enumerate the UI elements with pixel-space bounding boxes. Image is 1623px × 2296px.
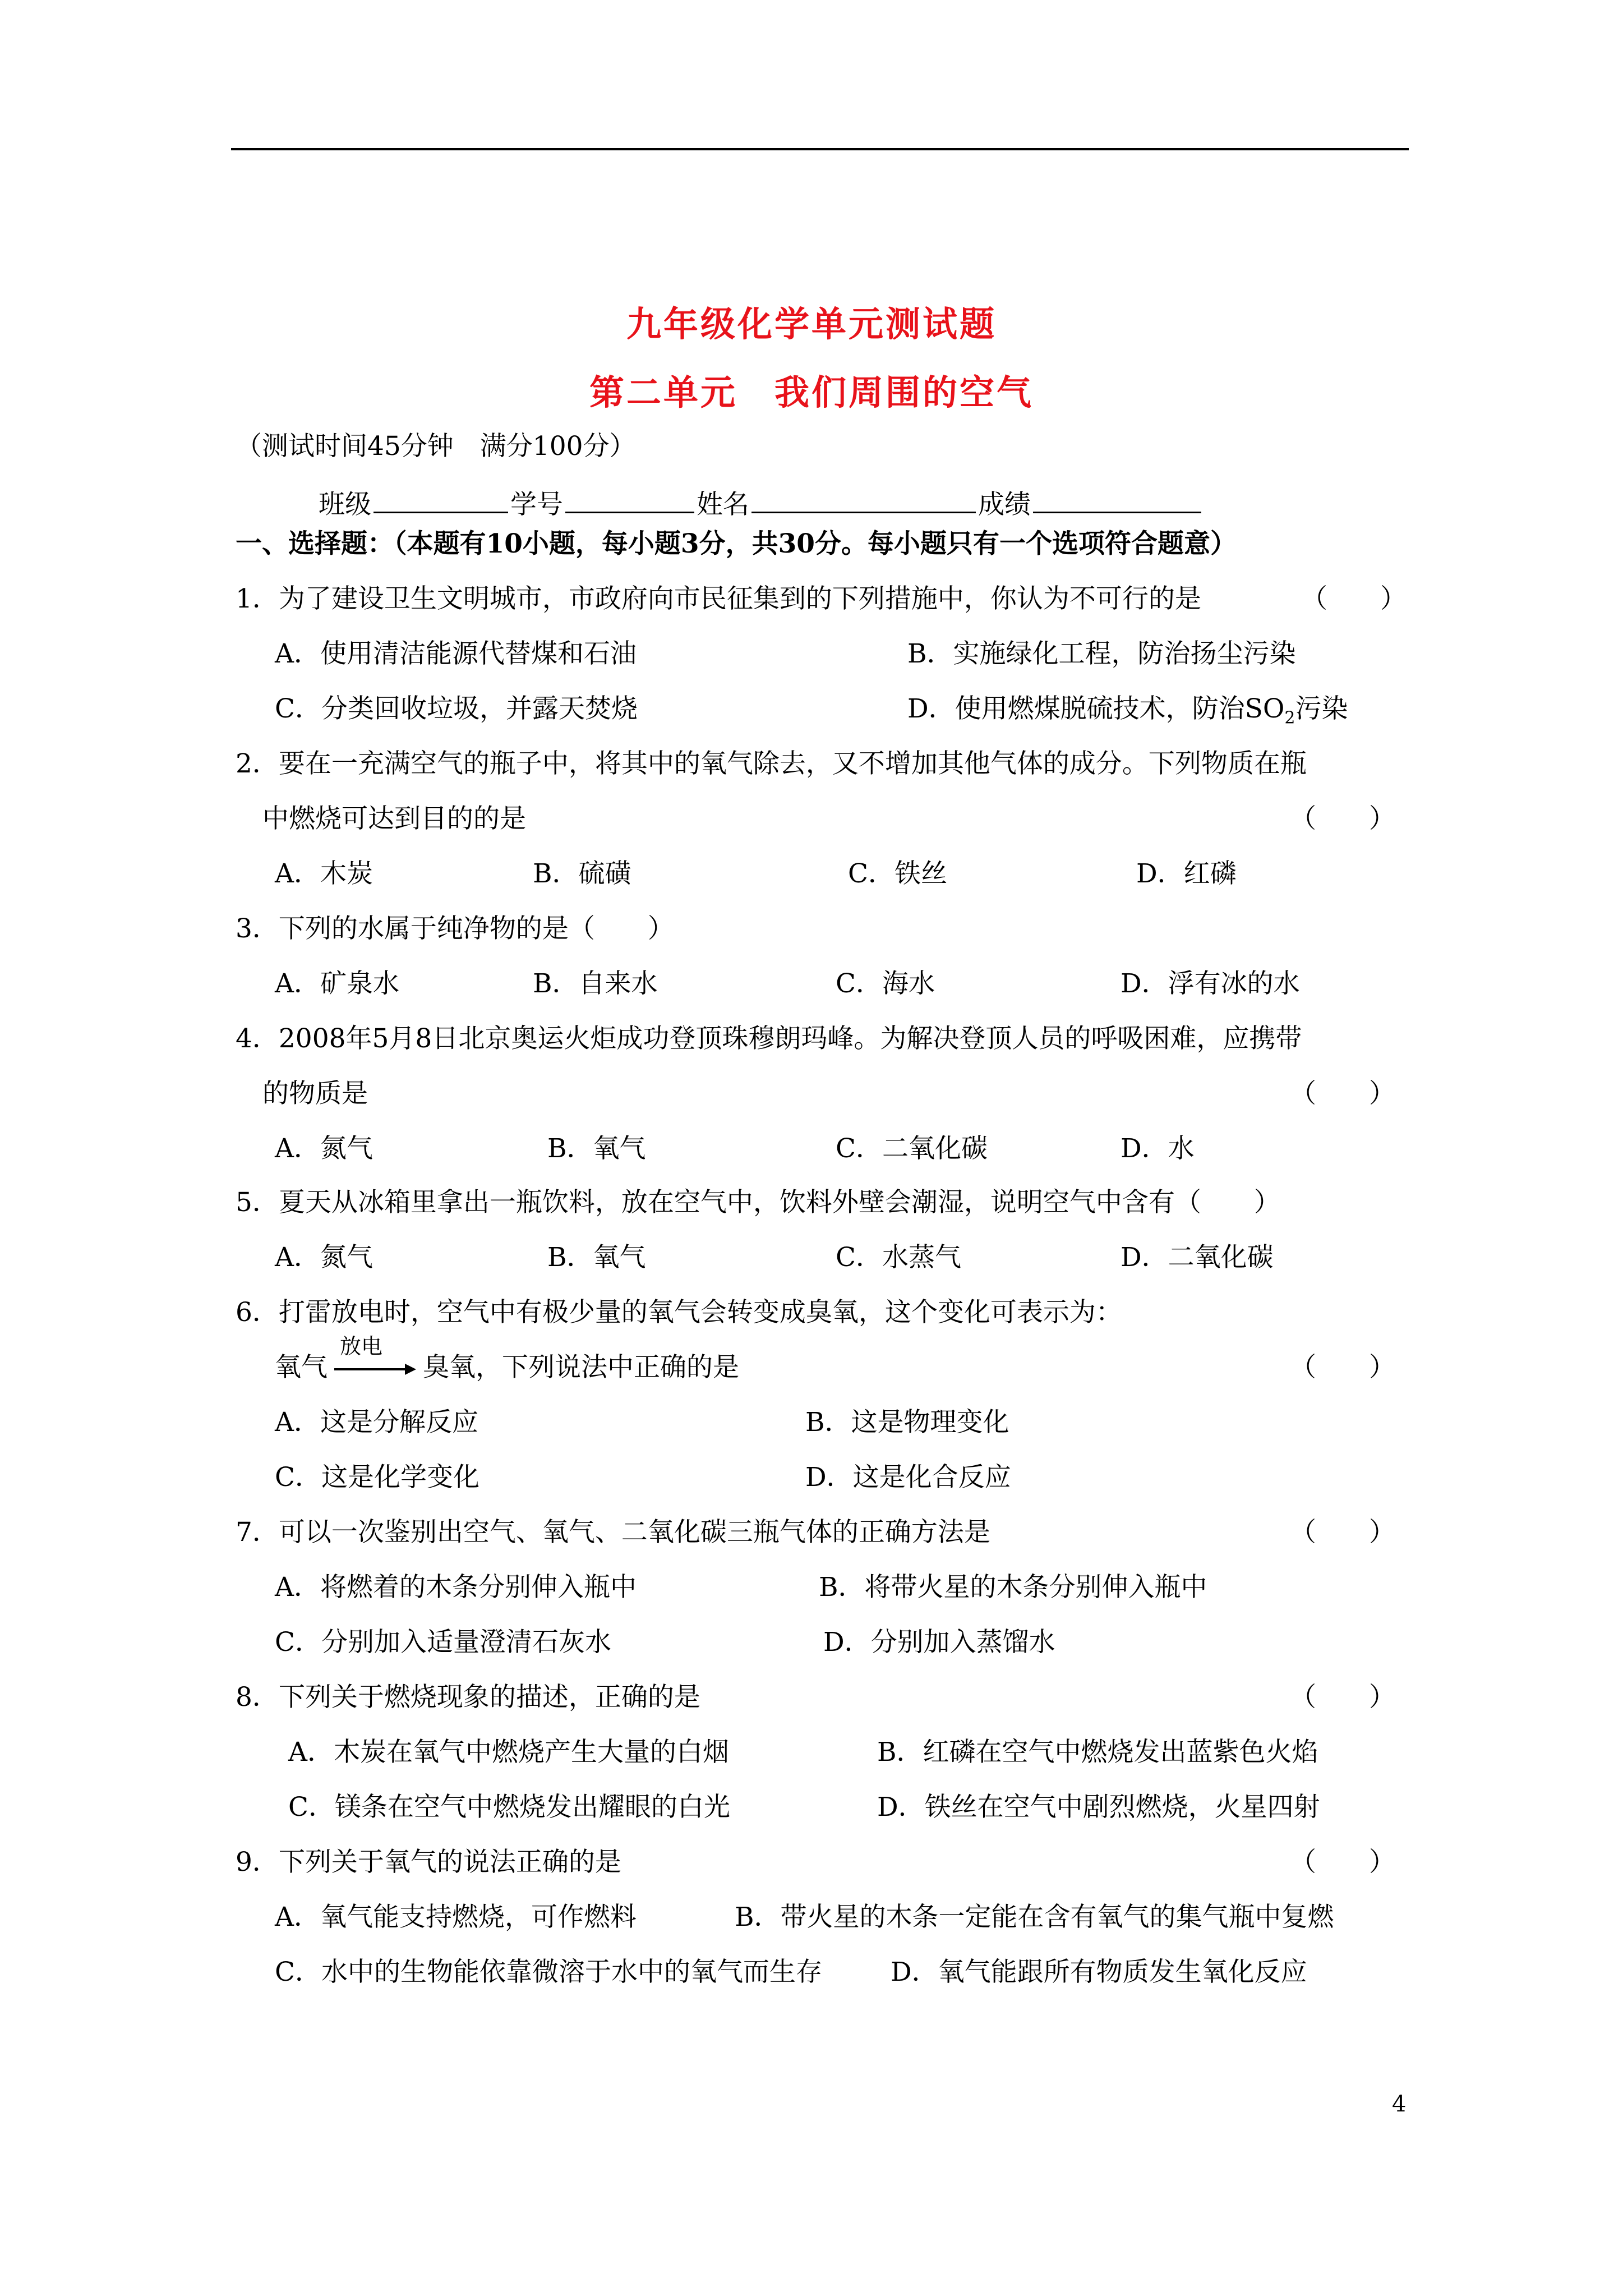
question-6-stem-line1: 6．打雷放电时，空气中有极少量的氧气会转变成臭氧，这个变化可表示为：: [236, 1297, 1122, 1328]
class-blank: [374, 487, 508, 513]
question-4-option-d: D．水: [1121, 1133, 1195, 1164]
question-5-option-d: D．二氧化碳: [1121, 1242, 1274, 1273]
name-label: 姓名: [697, 489, 749, 520]
question-2-stem-line2: 中燃烧可达到目的的是: [262, 803, 526, 834]
page-number: 4: [1392, 2091, 1407, 2117]
question-7-stem: 7．可以一次鉴别出空气、氧气、二氧化碳三瓶气体的正确方法是: [236, 1517, 990, 1548]
question-3-option-b: B．自来水: [533, 968, 658, 999]
question-1-option-c: C．分类回收垃圾，并露天焚烧: [275, 693, 638, 724]
reaction-arrow: [333, 1334, 417, 1383]
question-1-option-d: D．使用燃煤脱硫技术，防治$SO_2$污染: [907, 693, 1348, 728]
equation-reactant: 氧气: [275, 1352, 328, 1383]
question-7-option-c: C．分别加入适量澄清石灰水: [275, 1627, 611, 1658]
question-4-option-a: A．氮气: [275, 1133, 373, 1164]
page-title: 九年级化学单元测试题: [626, 303, 997, 344]
question-5-option-b: B．氧气: [547, 1242, 646, 1273]
answer-paren-7: （ ）: [1290, 1517, 1395, 1548]
answer-paren-8: （ ）: [1290, 1682, 1395, 1713]
question-4-option-c: C．二氧化碳: [836, 1133, 988, 1164]
question-3-option-a: A．矿泉水: [275, 968, 399, 999]
question-1-option-a: A．使用清洁能源代替煤和石油: [275, 638, 637, 669]
question-3-option-c: C．海水: [836, 968, 935, 999]
section1-heading: 一、选择题：（本题有10小题，每小题3分，共30分。每小题只有一个选项符合题意）: [236, 528, 1237, 559]
reaction-condition-label: 放电: [340, 1334, 383, 1359]
question-9-option-a: A．氧气能支持燃烧，可作燃料: [275, 1902, 637, 1932]
question-3-option-d: D．浮有冰的水: [1121, 968, 1300, 999]
question-1-option-b: B．实施绿化工程，防治扬尘污染: [907, 638, 1296, 669]
question-7-option-b: B．将带火星的木条分别伸入瓶中: [819, 1572, 1207, 1603]
question-2-option-a: A．木炭: [275, 858, 373, 889]
test-info: （测试时间45分钟 满分100分）: [236, 431, 636, 462]
question-9-option-b: B．带火星的木条一定能在含有氧气的集气瓶中复燃: [735, 1902, 1334, 1932]
score-label: 成绩: [978, 489, 1031, 520]
question-8-option-a: A．木炭在氧气中燃烧产生大量的白烟: [288, 1737, 729, 1768]
question-8-option-b: B．红磷在空气中燃烧发出蓝紫色火焰: [877, 1737, 1318, 1768]
question-4-option-b: B．氧气: [547, 1133, 646, 1164]
question-8-option-c: C．镁条在空气中燃烧发出耀眼的白光: [288, 1792, 730, 1823]
answer-paren-6: （ ）: [1290, 1352, 1395, 1383]
question-5-option-c: C．水蒸气: [836, 1242, 961, 1273]
question-9-option-d: D．氧气能跟所有物质发生氧化反应: [891, 1957, 1307, 1987]
question-7-option-d: D．分别加入蒸馏水: [823, 1627, 1055, 1658]
info-fields-row: [319, 487, 1204, 518]
score-blank: [1033, 487, 1201, 513]
question-4-stem-line1: 4．2008年5月8日北京奥运火炬成功登顶珠穆朗玛峰。为解决登顶人员的呼吸困难，应携带: [236, 1023, 1302, 1054]
answer-paren-2: （ ）: [1290, 803, 1395, 834]
question-6-equation: [275, 1334, 739, 1383]
question-8-stem: 8．下列关于燃烧现象的描述，正确的是: [236, 1682, 700, 1713]
arrow-icon: [333, 1356, 417, 1383]
student-id-blank: [565, 487, 694, 513]
answer-paren-9: （ ）: [1290, 1847, 1395, 1878]
student-id-label: 学号: [510, 489, 563, 520]
question-2-option-c: C．铁丝: [848, 858, 947, 889]
question-7-option-a: A．将燃着的木条分别伸入瓶中: [275, 1572, 637, 1603]
question-2-option-b: B．硫磺: [533, 858, 631, 889]
answer-paren-4: （ ）: [1290, 1078, 1395, 1109]
name-blank: [751, 487, 976, 513]
question-5-stem: 5．夏天从冰箱里拿出一瓶饮料，放在空气中，饮料外壁会潮湿，说明空气中含有（ ）: [236, 1187, 1280, 1218]
question-9-stem: 9．下列关于氧气的说法正确的是: [236, 1847, 621, 1878]
class-label: 班级: [319, 489, 371, 520]
question-6-option-b: B．这是物理变化: [805, 1407, 1009, 1438]
question-4-stem-line2: 的物质是: [262, 1078, 368, 1109]
question-2-stem-line1: 2．要在一充满空气的瓶子中，将其中的氧气除去，又不增加其他气体的成分。下列物质在瓶: [236, 748, 1307, 779]
question-2-option-d: D．红磷: [1136, 858, 1237, 889]
answer-paren-1: （ ）: [1301, 583, 1407, 614]
question-6-option-d: D．这是化合反应: [805, 1462, 1011, 1493]
question-1-stem: 1．为了建设卫生文明城市，市政府向市民征集到的下列措施中，你认为不可行的是: [236, 583, 1201, 614]
unit-subtitle: 第二单元 我们周围的空气: [589, 372, 1034, 413]
question-3-stem: 3．下列的水属于纯净物的是（ ）: [236, 913, 674, 944]
question-5-option-a: A．氮气: [275, 1242, 373, 1273]
equation-product: 臭氧，下列说法中正确的是: [423, 1352, 739, 1383]
question-9-option-c: C．水中的生物能依靠微溶于水中的氧气而生存: [275, 1957, 822, 1987]
question-6-option-c: C．这是化学变化: [275, 1462, 479, 1493]
header-rule: [231, 148, 1409, 150]
question-6-option-a: A．这是分解反应: [275, 1407, 478, 1438]
question-8-option-d: D．铁丝在空气中剧烈燃烧，火星四射: [877, 1792, 1320, 1823]
